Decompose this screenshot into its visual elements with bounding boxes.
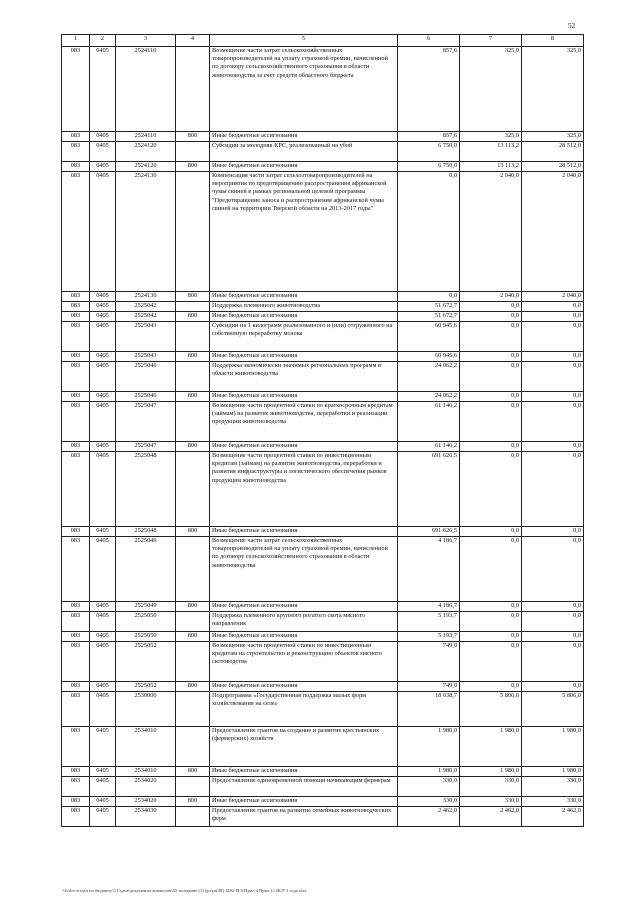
cell-v6: 4 186,7 [398,602,460,612]
cell-c2: 0405 [90,142,116,162]
cell-c2: 0405 [90,807,116,827]
cell-c3: 2524130 [116,292,176,302]
cell-c2: 0405 [90,527,116,537]
cell-c2: 0405 [90,312,116,322]
cell-c1: 083 [62,537,90,602]
cell-desc: Иные бюджетные ассигнования [210,682,398,692]
cell-c1: 083 [62,402,90,442]
cell-c3: 2534010 [116,767,176,777]
cell-c4 [176,452,210,527]
cell-c4 [176,807,210,827]
cell-v7: 325,0 [460,47,522,132]
cell-v6: 24 062,2 [398,362,460,392]
cell-c2: 0405 [90,537,116,602]
cell-c2: 0405 [90,797,116,807]
cell-v6: 691 626,5 [398,527,460,537]
cell-v7: 2 040,0 [460,292,522,302]
cell-desc: Иные бюджетные ассигнования [210,632,398,642]
cell-c4: 800 [176,132,210,142]
cell-c2: 0405 [90,302,116,312]
cell-c4: 800 [176,767,210,777]
cell-v8: 2 040,0 [522,172,584,292]
cell-v6: 1 980,0 [398,727,460,767]
cell-c4 [176,402,210,442]
cell-desc: Компенсация части затрат сельхозтоваропроизводителей на мероприятия по предотвращению распространения африканской чумы свиней в рамках региональной целевой программы "Предотвращение заноса и распространения африканской чумы свиней на территории Тверской области на 2013-2017 годы" [210,172,398,292]
table-row [62,797,584,807]
cell-c3: 2525042 [116,302,176,312]
cell-v8: 0,0 [522,322,584,352]
cell-c1: 083 [62,352,90,362]
cell-c1: 083 [62,642,90,682]
cell-c4: 800 [176,682,210,692]
cell-c4 [176,322,210,352]
cell-c1: 083 [62,392,90,402]
cell-desc: Иные бюджетные ассигнования [210,602,398,612]
column-header: 5 [210,35,398,47]
cell-c2: 0405 [90,452,116,527]
cell-desc: Возмещение части затрат сельскохозяйственных товаропроизводителей на уплату страховой премии, начисленной по договору сельскохозяйственного страхования в области животноводства за счет средств областного бюджета [210,47,398,132]
cell-v8: 5 806,0 [522,692,584,727]
cell-c4: 800 [176,312,210,322]
cell-v8: 0,0 [522,392,584,402]
cell-v8: 330,0 [522,797,584,807]
cell-desc: Иные бюджетные ассигнования [210,352,398,362]
cell-c3: 2525048 [116,527,176,537]
cell-c3: 2530000 [116,692,176,727]
cell-c4: 800 [176,527,210,537]
cell-c3: 2525047 [116,402,176,442]
cell-c2: 0405 [90,362,116,392]
cell-v7: 0,0 [460,537,522,602]
column-header: 1 [62,35,90,47]
cell-c1: 083 [62,302,90,312]
table-row [62,312,584,322]
table-row [62,352,584,362]
cell-c2: 0405 [90,777,116,797]
cell-v6: 330,0 [398,777,460,797]
cell-desc: Иные бюджетные ассигнования [210,312,398,322]
table-row [62,47,584,132]
table-row [62,362,584,392]
cell-c4: 800 [176,442,210,452]
cell-v6: 0,0 [398,172,460,292]
cell-v6: 61 146,2 [398,402,460,442]
cell-c3: 2524120 [116,142,176,162]
cell-v8: 0,0 [522,602,584,612]
column-header: 6 [398,35,460,47]
cell-v8: 28 512,0 [522,162,584,172]
cell-v7: 0,0 [460,442,522,452]
cell-v8: 0,0 [522,402,584,442]
cell-v6: 60 945,6 [398,322,460,352]
cell-c2: 0405 [90,442,116,452]
cell-c2: 0405 [90,642,116,682]
cell-v7: 0,0 [460,682,522,692]
cell-v7: 13 113,2 [460,162,522,172]
cell-c1: 083 [62,527,90,537]
cell-v6: 749,0 [398,682,460,692]
table-row [62,292,584,302]
cell-v8: 0,0 [522,632,584,642]
cell-desc: Возмещение части затрат сельскохозяйственных товаропроизводителей на уплату страховой премии, начисленной по договору сельскохозяйственного страхования в области животноводства [210,537,398,602]
cell-desc: Иные бюджетные ассигнования [210,767,398,777]
cell-c3: 2525046 [116,392,176,402]
cell-c1: 083 [62,612,90,632]
cell-v8: 0,0 [522,642,584,682]
cell-v7: 0,0 [460,302,522,312]
cell-c3: 2525052 [116,642,176,682]
cell-v7: 0,0 [460,632,522,642]
page-number: 52 [568,22,575,30]
cell-v7: 330,0 [460,797,522,807]
cell-desc: Поддержка экономически значимых региональных программ в области животноводства [210,362,398,392]
cell-c4: 800 [176,797,210,807]
column-header: 7 [460,35,522,47]
table-row [62,682,584,692]
cell-c3: 2524110 [116,132,176,142]
cell-c2: 0405 [90,602,116,612]
cell-v7: 2 462,0 [460,807,522,827]
cell-v6: 857,6 [398,132,460,142]
cell-v7: 0,0 [460,612,522,632]
cell-v7: 0,0 [460,322,522,352]
cell-v6: 2 462,0 [398,807,460,827]
cell-c1: 083 [62,292,90,302]
cell-c2: 0405 [90,692,116,727]
cell-v8: 0,0 [522,682,584,692]
cell-v7: 0,0 [460,352,522,362]
cell-c2: 0405 [90,767,116,777]
cell-c1: 083 [62,442,90,452]
cell-v6: 6 750,0 [398,162,460,172]
table-row [62,807,584,827]
table-row [62,392,584,402]
cell-c2: 0405 [90,47,116,132]
cell-desc: Иные бюджетные ассигнования [210,442,398,452]
cell-c4 [176,142,210,162]
cell-v8: 2 040,0 [522,292,584,302]
cell-v6: 18 038,7 [398,692,460,727]
cell-v8: 1 980,0 [522,767,584,777]
cell-c1: 083 [62,632,90,642]
file-path-footer: \\fs\doc\отдел по бюджету\5 Сдача\документы комиссии\49 заседание (11)\pr\pr(49) 1292-П-5\Прил 4 Прил 11 ВСР 3 года.xlsx [62,888,307,893]
column-number-row [62,35,584,47]
cell-v6: 51 672,7 [398,302,460,312]
cell-c1: 083 [62,162,90,172]
cell-v6: 749,0 [398,642,460,682]
cell-v6: 5 193,7 [398,632,460,642]
cell-c4 [176,612,210,632]
cell-v6: 857,6 [398,47,460,132]
cell-v7: 5 806,0 [460,692,522,727]
cell-c4 [176,777,210,797]
cell-c4: 800 [176,632,210,642]
cell-c2: 0405 [90,612,116,632]
cell-desc: Иные бюджетные ассигнования [210,132,398,142]
cell-c3: 2525043 [116,352,176,362]
cell-desc: Иные бюджетные ассигнования [210,392,398,402]
cell-v7: 0,0 [460,362,522,392]
cell-desc: Поддержка племенного крупного рогатого скота мясного направления [210,612,398,632]
cell-v7: 0,0 [460,602,522,612]
cell-v8: 0,0 [522,442,584,452]
cell-c3: 2525050 [116,612,176,632]
cell-v7: 0,0 [460,402,522,442]
cell-c2: 0405 [90,632,116,642]
cell-v8: 1 980,0 [522,727,584,767]
cell-v8: 0,0 [522,537,584,602]
cell-c1: 083 [62,312,90,322]
cell-c1: 083 [62,142,90,162]
cell-c3: 2525042 [116,312,176,322]
table-row [62,452,584,527]
cell-c2: 0405 [90,132,116,142]
cell-c3: 2525048 [116,452,176,527]
cell-c4: 800 [176,292,210,302]
cell-c3: 2524120 [116,162,176,172]
cell-desc: Предоставление грантов на создание и развитие крестьянских (фермерских) хозяйств [210,727,398,767]
cell-c1: 083 [62,777,90,797]
cell-c3: 2534010 [116,727,176,767]
cell-c3: 2524110 [116,47,176,132]
cell-c4: 800 [176,352,210,362]
cell-c4: 800 [176,602,210,612]
table-row [62,537,584,602]
cell-c3: 2525052 [116,682,176,692]
cell-c4 [176,537,210,602]
cell-c2: 0405 [90,322,116,352]
cell-c2: 0405 [90,172,116,292]
cell-c1: 083 [62,47,90,132]
cell-c2: 0405 [90,292,116,302]
cell-v7: 0,0 [460,642,522,682]
cell-v7: 330,0 [460,777,522,797]
table-row [62,767,584,777]
table-row [62,602,584,612]
table-row [62,322,584,352]
cell-v7: 1 980,0 [460,767,522,777]
cell-c2: 0405 [90,727,116,767]
cell-v8: 0,0 [522,312,584,322]
cell-v7: 0,0 [460,392,522,402]
cell-v6: 60 945,6 [398,352,460,362]
column-header: 2 [90,35,116,47]
cell-v8: 2 462,0 [522,807,584,827]
cell-c2: 0405 [90,352,116,362]
cell-v8: 0,0 [522,527,584,537]
cell-v8: 325,0 [522,47,584,132]
cell-c3: 2534030 [116,807,176,827]
table-row [62,632,584,642]
cell-c4 [176,362,210,392]
cell-c3: 2525046 [116,362,176,392]
cell-c3: 2525043 [116,322,176,352]
table-row [62,142,584,162]
cell-c2: 0405 [90,392,116,402]
table-body [62,47,584,827]
cell-desc: Возмещение части процентной ставки по краткосрочным кредитам (займам) на развитие животноводства, переработки и реализации продукции животноводства [210,402,398,442]
cell-v7: 0,0 [460,452,522,527]
column-header: 8 [522,35,584,47]
cell-c2: 0405 [90,402,116,442]
cell-v7: 325,0 [460,132,522,142]
cell-c1: 083 [62,452,90,527]
table-row [62,692,584,727]
column-header: 4 [176,35,210,47]
cell-c1: 083 [62,727,90,767]
cell-c2: 0405 [90,162,116,172]
cell-c3: 2525047 [116,442,176,452]
table-row [62,527,584,537]
budget-table [61,34,584,827]
cell-c1: 083 [62,322,90,352]
cell-v7: 0,0 [460,312,522,322]
cell-c3: 2525049 [116,537,176,602]
cell-v7: 0,0 [460,527,522,537]
cell-v8: 0,0 [522,352,584,362]
cell-desc: Возмещение части процентной ставки по инвестиционным кредитам на строительство и реконструкцию объектов мясного скотоводства [210,642,398,682]
cell-v7: 1 980,0 [460,727,522,767]
cell-v7: 13 113,2 [460,142,522,162]
cell-v8: 0,0 [522,452,584,527]
cell-desc: Субсидии на 1 килограмм реализованного и (или) отгруженного на собственную переработку молока [210,322,398,352]
cell-c4 [176,302,210,312]
cell-desc: Возмещение части процентной ставки по инвестиционным кредитам (займам) на развитие животноводства, переработки и развития инфраструктуры и логистического обеспечения рынков продукции животноводства [210,452,398,527]
cell-desc: Подпрограмма «Государственная поддержка малых форм хозяйствования на селе» [210,692,398,727]
cell-c4 [176,47,210,132]
cell-c4 [176,172,210,292]
cell-c3: 2534020 [116,777,176,797]
cell-c2: 0405 [90,682,116,692]
cell-desc: Предоставление единовременной помощи начинающим фермерам [210,777,398,797]
cell-c1: 083 [62,172,90,292]
cell-v8: 0,0 [522,362,584,392]
cell-c3: 2525049 [116,602,176,612]
cell-c1: 083 [62,132,90,142]
cell-v6: 1 980,0 [398,767,460,777]
cell-v8: 0,0 [522,612,584,632]
cell-c3: 2534020 [116,797,176,807]
cell-desc: Иные бюджетные ассигнования [210,162,398,172]
cell-v6: 51 672,7 [398,312,460,322]
cell-desc: Субсидии за молодняк КРС, реализованный на убой [210,142,398,162]
cell-desc: Поддержка племенного животноводства [210,302,398,312]
cell-desc: Предоставление грантов на развитие семейных животноводческих ферм [210,807,398,827]
cell-v6: 0,0 [398,292,460,302]
cell-c4 [176,727,210,767]
table-row [62,727,584,767]
cell-v7: 2 040,0 [460,172,522,292]
column-header: 3 [116,35,176,47]
cell-c4 [176,692,210,727]
cell-c1: 083 [62,692,90,727]
cell-desc: Иные бюджетные ассигнования [210,292,398,302]
cell-desc: Иные бюджетные ассигнования [210,527,398,537]
cell-c1: 083 [62,682,90,692]
cell-v6: 61 146,2 [398,442,460,452]
cell-c1: 083 [62,602,90,612]
cell-c3: 2525050 [116,632,176,642]
cell-c1: 083 [62,807,90,827]
cell-c4: 800 [176,162,210,172]
table-row [62,442,584,452]
cell-v6: 330,0 [398,797,460,807]
table-row [62,402,584,442]
table-row [62,162,584,172]
cell-desc: Иные бюджетные ассигнования [210,797,398,807]
cell-c4 [176,642,210,682]
cell-v8: 330,0 [522,777,584,797]
table-row [62,172,584,292]
cell-c3: 2524130 [116,172,176,292]
cell-v6: 5 193,7 [398,612,460,632]
cell-v6: 24 062,2 [398,392,460,402]
cell-c1: 083 [62,362,90,392]
table-row [62,132,584,142]
cell-v8: 0,0 [522,302,584,312]
cell-c4: 800 [176,392,210,402]
cell-v6: 6 750,0 [398,142,460,162]
table-row [62,777,584,797]
cell-c1: 083 [62,797,90,807]
cell-v6: 691 626,5 [398,452,460,527]
table-row [62,302,584,312]
cell-v8: 28 512,0 [522,142,584,162]
cell-c1: 083 [62,767,90,777]
cell-v8: 325,0 [522,132,584,142]
cell-v6: 4 186,7 [398,537,460,602]
table-row [62,642,584,682]
table-row [62,612,584,632]
